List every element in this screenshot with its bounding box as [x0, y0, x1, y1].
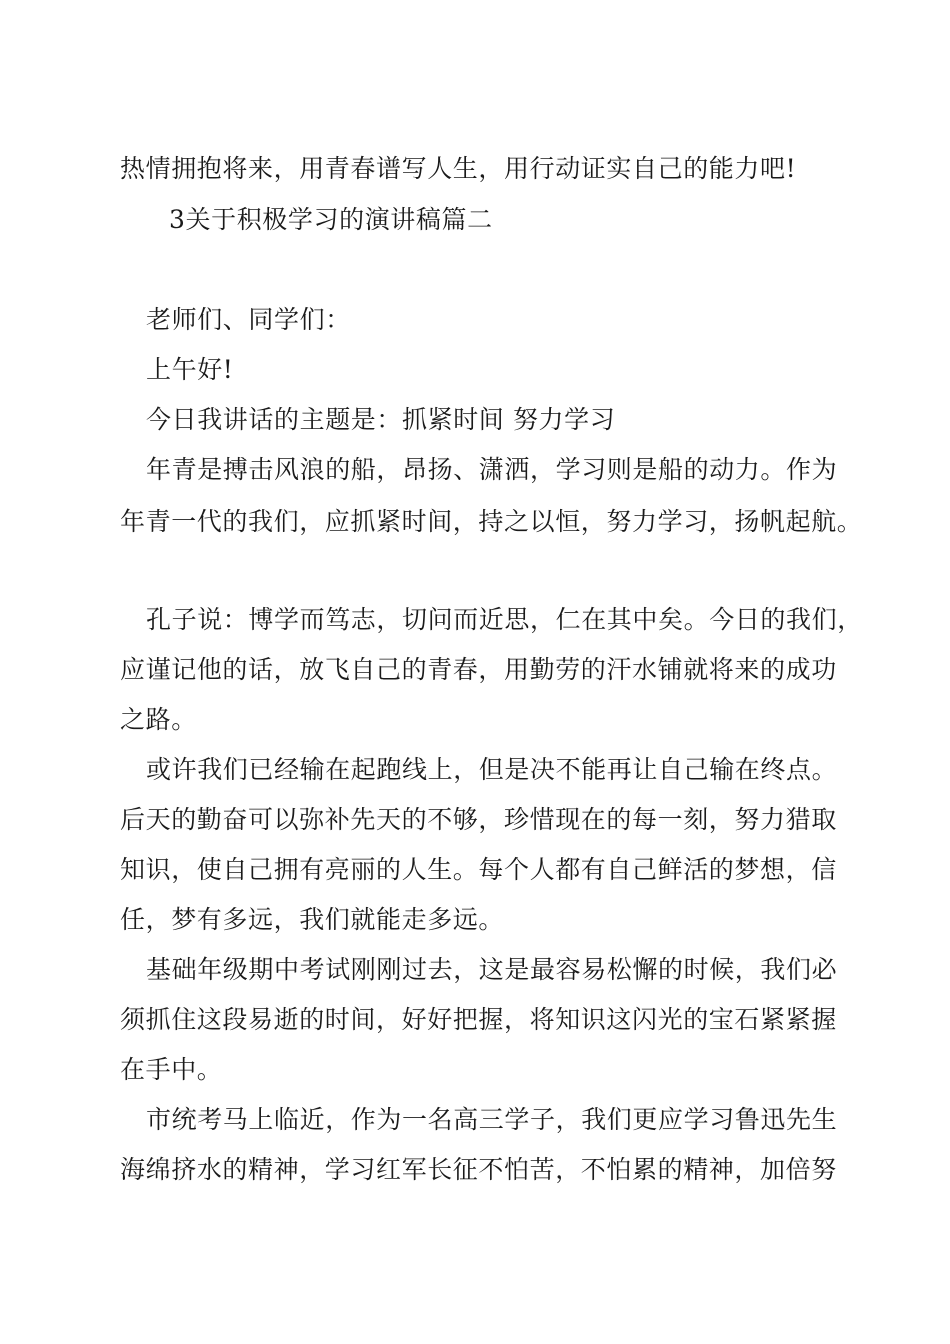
greeting: 上午好!: [146, 355, 234, 384]
speech-topic: 今日我讲话的主题是：抓紧时间 努力学习: [146, 405, 616, 434]
text-line: 在手中。: [120, 1055, 223, 1084]
text-line: 基础年级期中考试刚刚过去，这是最容易松懈的时候，我们必: [146, 955, 838, 984]
text-line: 市统考马上临近，作为一名高三学子，我们更应学习鲁迅先生: [146, 1105, 838, 1134]
section-heading: 3关于积极学习的演讲稿篇二: [169, 205, 493, 234]
text-line: 热情拥抱将来，用青春谱写人生，用行动证实自己的能力吧!: [120, 154, 797, 183]
text-line: 任，梦有多远，我们就能走多远。: [120, 905, 505, 934]
text-line: 海绵挤水的精神，学习红军长征不怕苦，不怕累的精神，加倍努: [120, 1155, 837, 1184]
text-line: 须抓住这段易逝的时间，好好把握，将知识这闪光的宝石紧紧握: [120, 1005, 837, 1034]
text-line: 年青一代的我们，应抓紧时间，持之以恒，努力学习，扬帆起航。: [120, 507, 863, 536]
text-line: 或许我们已经输在起跑线上，但是决不能再让自己输在终点。: [146, 755, 838, 784]
salutation: 老师们、同学们：: [146, 305, 351, 334]
text-line: 之路。: [120, 705, 197, 734]
text-line: 后天的勤奋可以弥补先天的不够，珍惜现在的每一刻，努力猎取: [120, 805, 837, 834]
text-line: 知识，使自己拥有亮丽的人生。每个人都有自己鲜活的梦想，信: [120, 855, 837, 884]
text-line: 孔子说：博学而笃志，切问而近思，仁在其中矣。今日的我们，: [146, 605, 863, 634]
text-line: 年青是搏击风浪的船，昂扬、潇洒，学习则是船的动力。作为: [146, 455, 838, 484]
text-line: 应谨记他的话，放飞自己的青春，用勤劳的汗水铺就将来的成功: [120, 655, 837, 684]
